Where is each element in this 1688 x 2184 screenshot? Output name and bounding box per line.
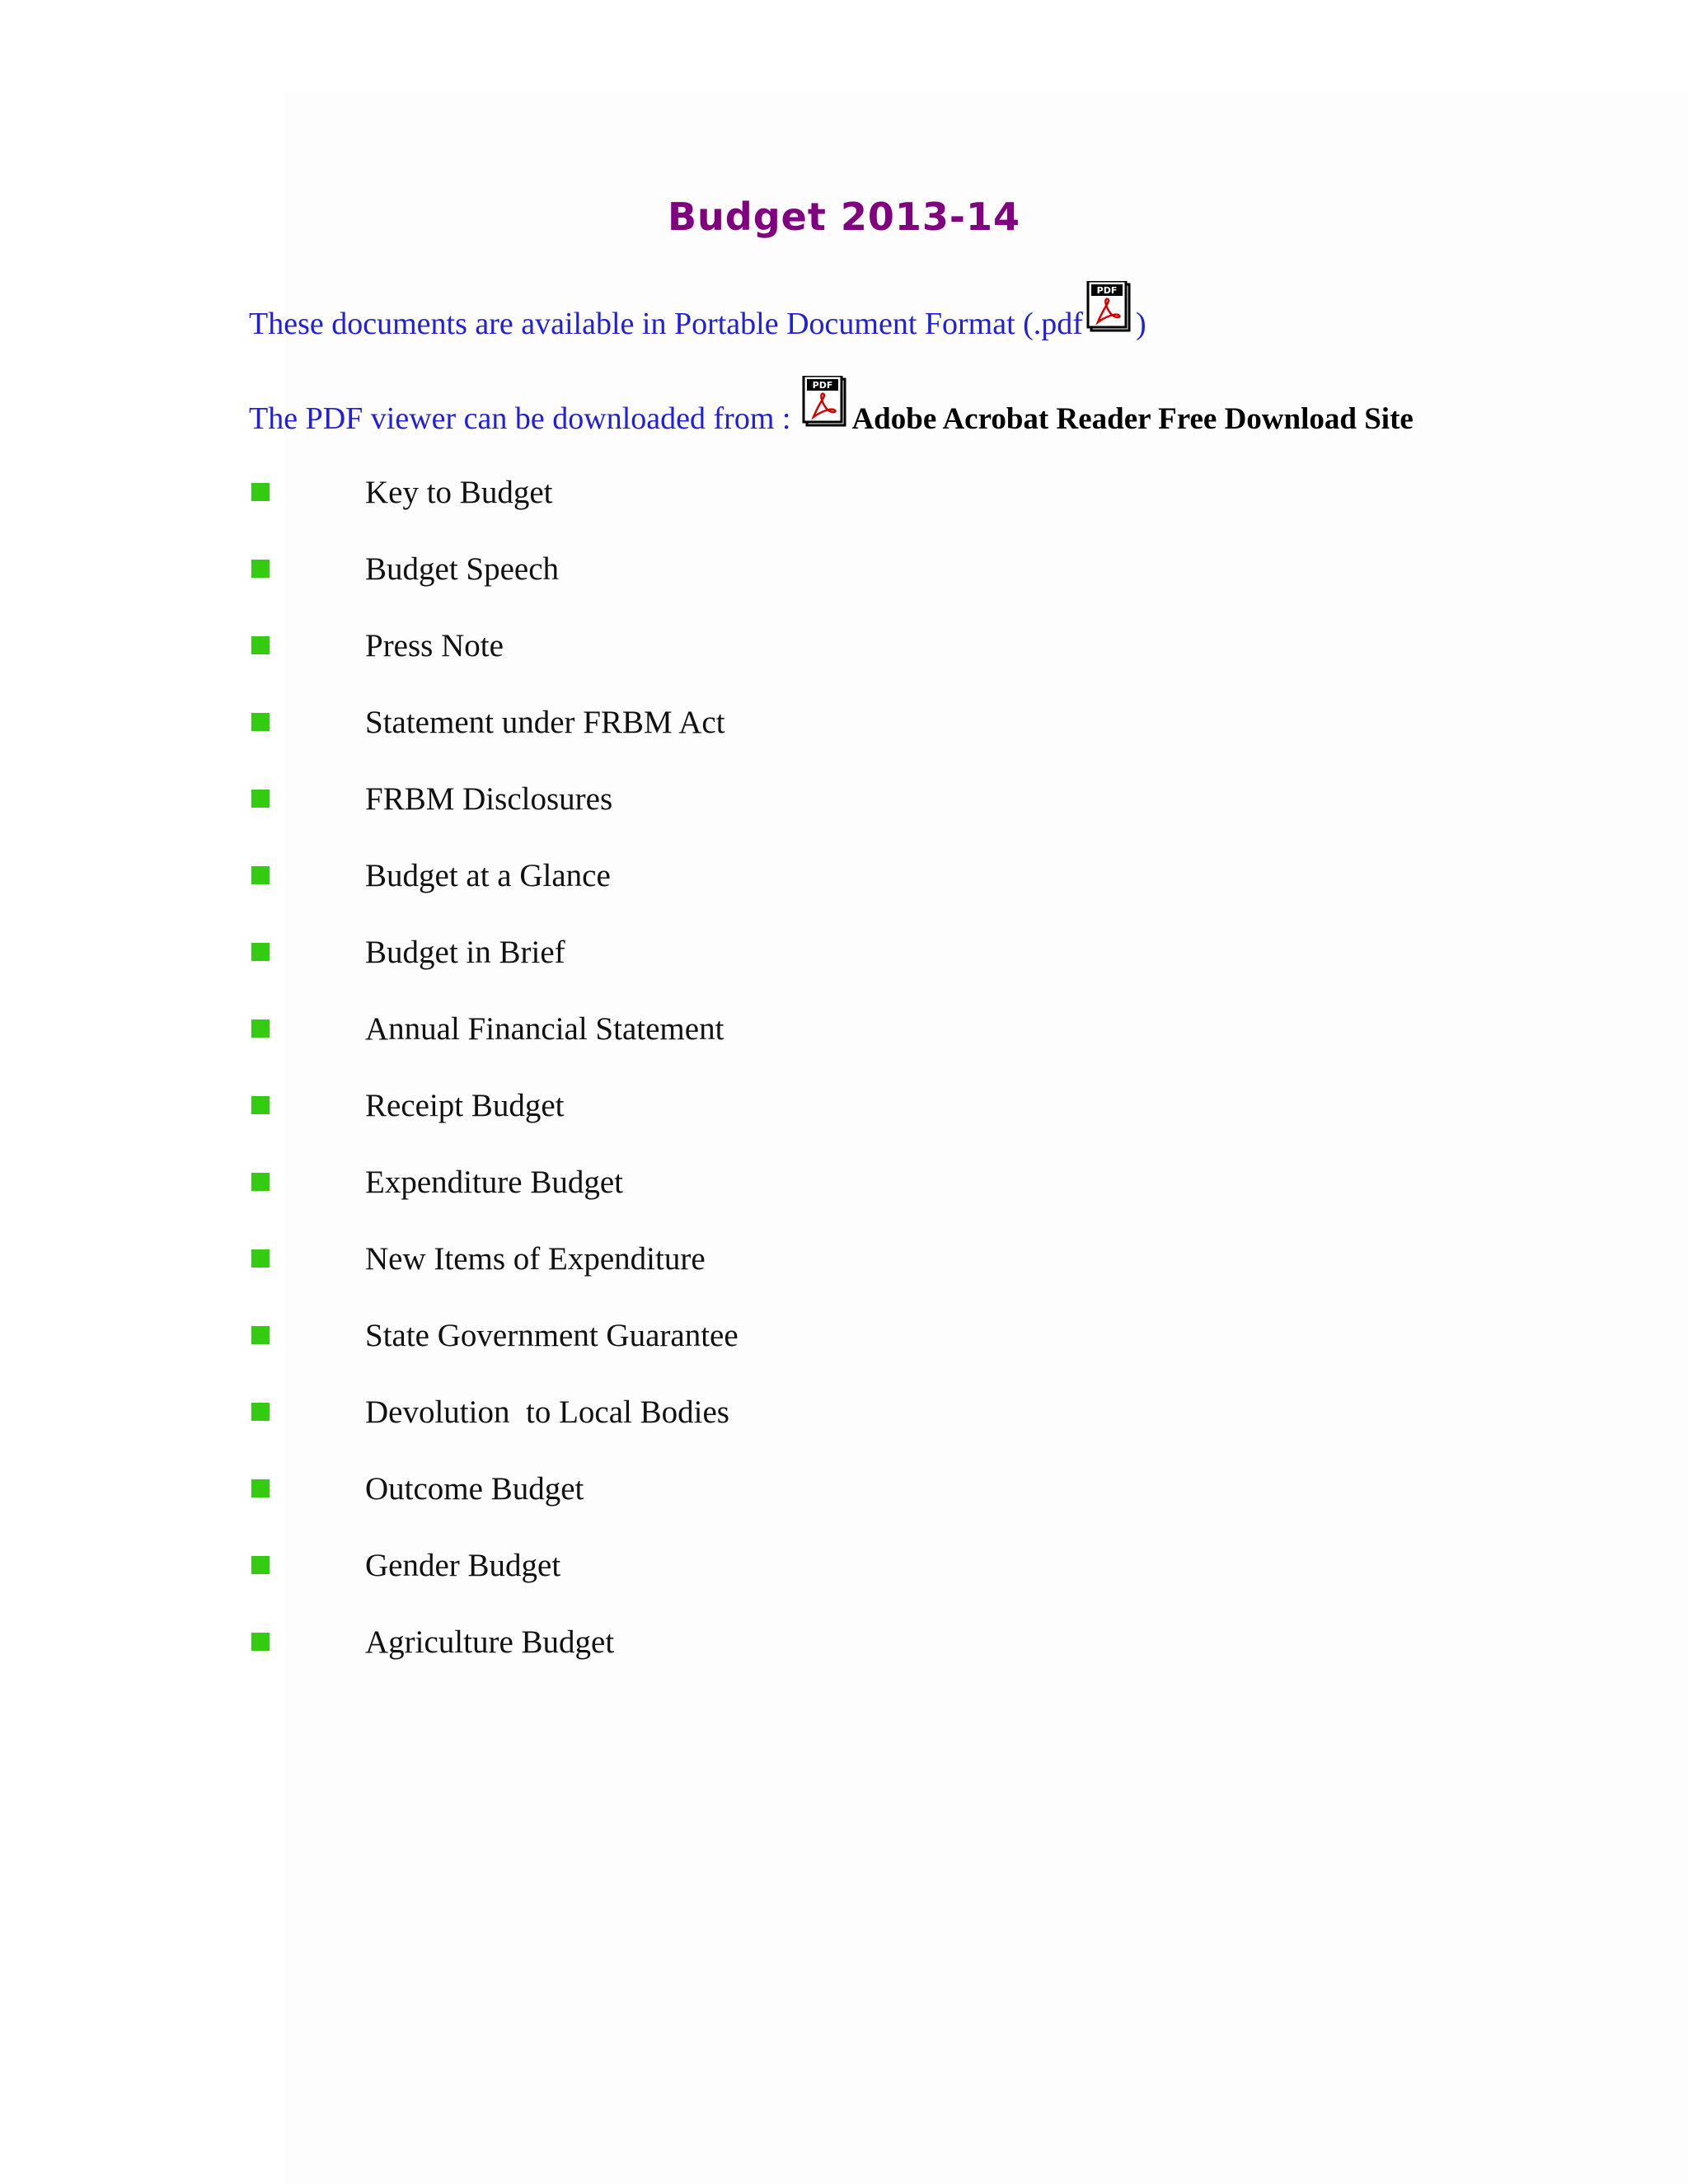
document-link-label[interactable]: Key to Budget xyxy=(365,474,553,510)
square-bullet-icon xyxy=(251,483,270,501)
square-bullet-icon xyxy=(251,1326,270,1344)
document-link-label[interactable]: Receipt Budget xyxy=(365,1087,565,1123)
document-link-item[interactable] xyxy=(251,1387,1076,1436)
square-bullet-icon xyxy=(251,1173,270,1191)
square-bullet-icon xyxy=(251,790,270,808)
format-note-close: ) xyxy=(1135,307,1146,341)
document-link-label[interactable]: FRBM Disclosures xyxy=(365,780,613,817)
square-bullet-icon xyxy=(251,1019,270,1038)
document-link-label[interactable]: Budget Speech xyxy=(365,551,560,587)
document-link-item[interactable] xyxy=(251,1310,1076,1360)
document-link-label[interactable]: Press Note xyxy=(365,627,504,663)
document-link-label[interactable]: Budget at a Glance xyxy=(365,857,611,893)
document-link-label[interactable]: Devolution to Local Bodies xyxy=(365,1394,729,1430)
document-link-item[interactable] xyxy=(251,927,1076,977)
document-link-item[interactable] xyxy=(251,774,1076,823)
square-bullet-icon xyxy=(251,1633,270,1651)
document-link-item[interactable] xyxy=(251,544,1076,593)
square-bullet-icon xyxy=(251,636,270,654)
document-link-item[interactable] xyxy=(251,1004,1076,1053)
viewer-note-text: The PDF viewer can be downloaded from : xyxy=(249,401,791,436)
document-link-item[interactable] xyxy=(251,1080,1076,1130)
square-bullet-icon xyxy=(251,943,270,961)
square-bullet-icon xyxy=(251,1249,270,1268)
square-bullet-icon xyxy=(251,1403,270,1421)
square-bullet-icon xyxy=(251,1556,270,1574)
pdf-icon xyxy=(802,376,848,429)
document-link-item[interactable] xyxy=(251,1540,1076,1590)
document-link-item[interactable] xyxy=(251,1617,1076,1666)
document-link-item[interactable] xyxy=(251,1234,1076,1283)
page-title: Budget 2013-14 xyxy=(668,194,1020,239)
document-link-label[interactable]: Budget in Brief xyxy=(365,934,565,970)
square-bullet-icon xyxy=(251,1096,270,1114)
document-link-label[interactable]: Gender Budget xyxy=(365,1547,561,1583)
document-link-item[interactable] xyxy=(251,1157,1076,1207)
square-bullet-icon xyxy=(251,1479,270,1497)
document-link-item[interactable] xyxy=(251,467,1076,517)
document-link-item[interactable] xyxy=(251,697,1076,747)
svg-text:PDF: PDF xyxy=(1096,285,1118,296)
square-bullet-icon xyxy=(251,713,270,731)
document-link-item[interactable] xyxy=(251,851,1076,900)
document-link-label[interactable]: New Items of Expenditure xyxy=(365,1240,706,1277)
square-bullet-icon xyxy=(251,866,270,884)
document-link-label[interactable]: State Government Guarantee xyxy=(365,1317,738,1353)
viewer-note xyxy=(249,371,1414,437)
document-link-label[interactable]: Outcome Budget xyxy=(365,1470,584,1507)
svg-text:PDF: PDF xyxy=(813,380,833,391)
document-link-item[interactable] xyxy=(251,1464,1076,1513)
document-link-label[interactable]: Agriculture Budget xyxy=(365,1624,615,1660)
format-note xyxy=(249,276,1146,342)
document-link-label[interactable]: Statement under FRBM Act xyxy=(365,704,725,740)
document-link-label[interactable]: Expenditure Budget xyxy=(365,1164,624,1200)
square-bullet-icon xyxy=(251,560,270,578)
document-link-item[interactable] xyxy=(251,621,1076,670)
adobe-reader-download-link[interactable]: Adobe Acrobat Reader Free Download Site xyxy=(851,402,1414,436)
document-link-label[interactable]: Annual Financial Statement xyxy=(365,1010,724,1047)
format-note-text: These documents are available in Portable Document Format (.pdf xyxy=(249,307,1083,341)
pdf-icon xyxy=(1086,281,1132,334)
